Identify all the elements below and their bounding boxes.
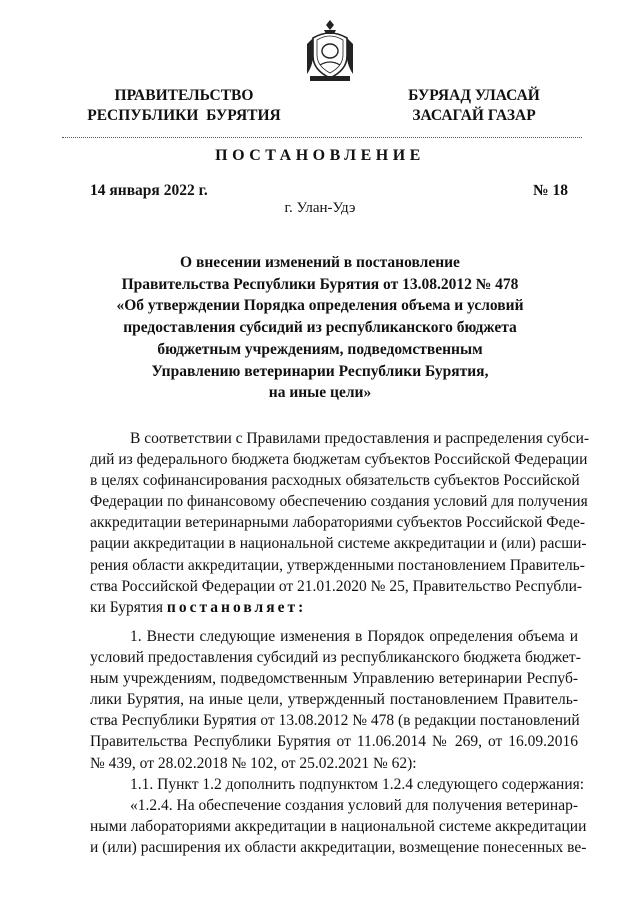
text-line: ства Республики Бурятия от 13.08.2012 № 478 (в редакции постановлений [90, 712, 580, 730]
text-line: дий из федерального бюджета бюджетам субъектов Российской Федерации [90, 451, 588, 469]
title-line: предоставления субсидий из республиканского бюджета [123, 319, 517, 337]
text-line: ным учреждениям, подведомственным Управлению ветеринарии Респуб- [90, 670, 578, 688]
org-line: ПРАВИТЕЛЬСТВО [114, 87, 254, 104]
text-line: аккредитации ветеринарными лабораториями субъектов Российской Феде- [90, 514, 586, 532]
text-line: № 439, от 28.02.2018 № 102, от 25.02.2021 № 62): [90, 754, 417, 772]
header-divider [62, 137, 582, 138]
text-fragment: ки Бурятия [90, 598, 164, 616]
text-line: В соответствии с Правилами предоставления и распределения субси- [130, 430, 590, 447]
government-name-russian [80, 86, 288, 126]
text-line [90, 597, 578, 618]
org-line: ЗАСАГАЙ ГАЗАР [412, 107, 536, 124]
coat-of-arms-icon [304, 18, 356, 84]
text-line: Правительства Республики Бурятия от 11.06.2014 № 269, от 16.09.2016 [90, 733, 578, 751]
text-line: условий предоставления субсидий из республиканского бюджета бюджет- [90, 649, 581, 667]
document-number: № 18 [533, 182, 568, 199]
document-type: ПОСТАНОВЛЕНИЕ [215, 147, 425, 164]
title-line: «Об утверждении Порядка определения объема и условий [116, 297, 524, 315]
text-line: в целях софинансирования расходных обязательств субъектов Российской [90, 472, 580, 490]
government-name-buryat [384, 86, 564, 126]
org-line: РЕСПУБЛИКИ БУРЯТИЯ [87, 107, 281, 124]
item-1-paragraph [90, 626, 587, 858]
text-line: ными лабораториями аккредитации в национальной системе аккредитации [90, 817, 587, 835]
title-line: О внесении изменений в постановление [180, 254, 460, 271]
text-line: лики Бурятия, на иные цели, утвержденный постановлением Правитель- [90, 691, 578, 709]
title-line: бюджетным учреждениям, подведомственным [157, 340, 483, 358]
document-title [80, 252, 560, 404]
preamble-paragraph [90, 428, 590, 618]
text-line: рения области аккредитации, утвержденными постановлением Правитель- [90, 556, 585, 574]
text-line: рации аккредитации в национальной системе аккредитации и (или) расши- [90, 535, 587, 553]
document-date: 14 января 2022 г. [90, 182, 208, 199]
text-line: Федерации по финансовому обеспечению создания условий для получения [90, 493, 588, 511]
text-line: и (или) расширения их области аккредитации, возмещение понесенных ве- [90, 838, 587, 856]
document-city: г. Улан-Удэ [284, 200, 356, 216]
text-line: 1. Внести следующие изменения в Порядок определения объема и [130, 628, 578, 645]
title-line: Управлению ветеринарии Республики Бурятия, [151, 362, 489, 380]
title-line: Правительства Республики Бурятия от 13.08.2012 № 478 [121, 275, 519, 293]
org-line: БУРЯАД УЛАСАЙ [408, 87, 540, 104]
resolves-word: постановляет: [166, 598, 307, 616]
title-line: на иные цели» [268, 384, 372, 402]
text-line: ства Российской Федерации от 21.01.2020 № 25, Правительство Республи- [90, 577, 583, 595]
text-line: «1.2.4. На обеспечение создания условий для получения ветеринар- [130, 796, 578, 814]
text-line: 1.1. Пункт 1.2 дополнить подпунктом 1.2.4 следующего содержания: [130, 775, 585, 793]
